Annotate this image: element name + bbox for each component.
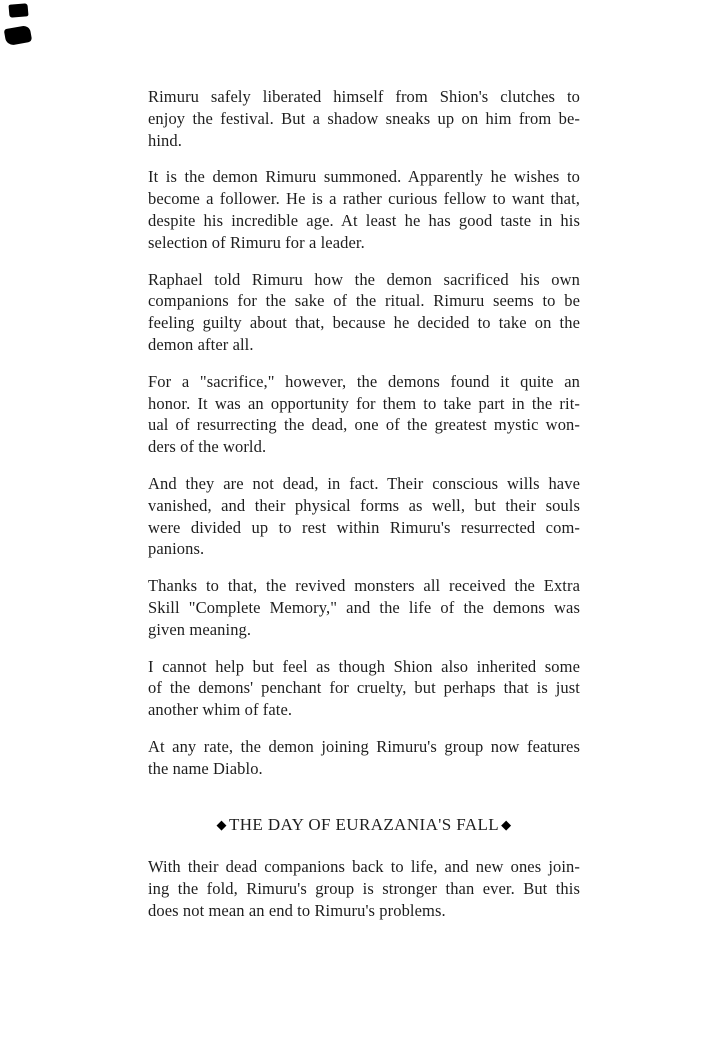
- text-line: It is the demon Rimuru summoned. Apparently he wishes to: [148, 167, 580, 187]
- paragraph: [148, 473, 580, 560]
- text-line: ing the fold, Rimuru's group is stronger than ever. But this: [148, 879, 580, 899]
- text-line: Skill "Complete Memory," and the life of the demons was: [148, 597, 580, 617]
- paragraph: [148, 371, 580, 458]
- text-line: honor. It was an opportunity for them to take part in the rit-: [148, 393, 580, 413]
- text-line: Rimuru safely liberated himself from Shion's clutches to: [148, 87, 580, 106]
- text-line: does not mean an end to Rimuru's problems.: [148, 900, 446, 920]
- paragraph: [148, 86, 580, 151]
- text-line: of the demons' penchant for cruelty, but perhaps that is just: [148, 678, 580, 698]
- text-line: enjoy the festival. But a shadow sneaks up on him from be-: [148, 108, 580, 128]
- text-line: companions for the sake of the ritual. Rimuru seems to be: [148, 291, 580, 311]
- text-line: panions.: [148, 539, 205, 559]
- diamond-icon: ◆: [501, 816, 512, 832]
- text-line: demon after all.: [148, 334, 254, 354]
- paragraph: [148, 166, 580, 253]
- text-line: At any rate, the demon joining Rimuru's group now features: [148, 736, 580, 756]
- text-line: With their dead companions back to life, and new ones join-: [148, 857, 580, 877]
- text-line: ders of the world.: [148, 437, 267, 457]
- text-line: the name Diablo.: [148, 758, 263, 778]
- paragraph: [148, 656, 580, 721]
- page-text-column: [148, 86, 580, 937]
- text-line: And they are not dead, in fact. Their conscious wills have: [148, 473, 580, 493]
- text-line: were divided up to rest within Rimuru's resurrected com-: [148, 517, 580, 537]
- paragraph: [148, 856, 580, 921]
- text-line: hind.: [148, 130, 182, 150]
- text-line: ual of resurrecting the dead, one of the greatest mystic won-: [148, 415, 580, 435]
- text-line: given meaning.: [148, 619, 252, 639]
- text-line: become a follower. He is a rather curious fellow to want that,: [148, 189, 580, 209]
- paragraph: [148, 736, 580, 780]
- text-line: Thanks to that, the revived monsters all received the Extra: [148, 576, 580, 596]
- text-line: another whim of fate.: [148, 700, 293, 720]
- text-line: vanished, and their physical forms as well, but their souls: [148, 495, 580, 515]
- section-heading-text: THE DAY OF EURAZANIA'S FALL: [228, 814, 500, 834]
- text-line: For a "sacrifice," however, the demons found it quite an: [148, 371, 580, 391]
- text-line: feeling guilty about that, because he decided to take on the: [148, 313, 580, 333]
- paragraph: [148, 269, 580, 356]
- text-line: Raphael told Rimuru how the demon sacrificed his own: [148, 269, 580, 289]
- section-heading: [148, 814, 580, 837]
- text-line: despite his incredible age. At least he has good taste in his: [148, 210, 580, 230]
- scan-ink-artifact-top: [8, 3, 28, 18]
- text-line: selection of Rimuru for a leader.: [148, 232, 365, 252]
- text-line: I cannot help but feel as though Shion also inherited some: [148, 656, 580, 676]
- scan-ink-artifact-bottom: [4, 25, 33, 46]
- paragraph: [148, 575, 580, 640]
- diamond-icon: ◆: [216, 816, 227, 832]
